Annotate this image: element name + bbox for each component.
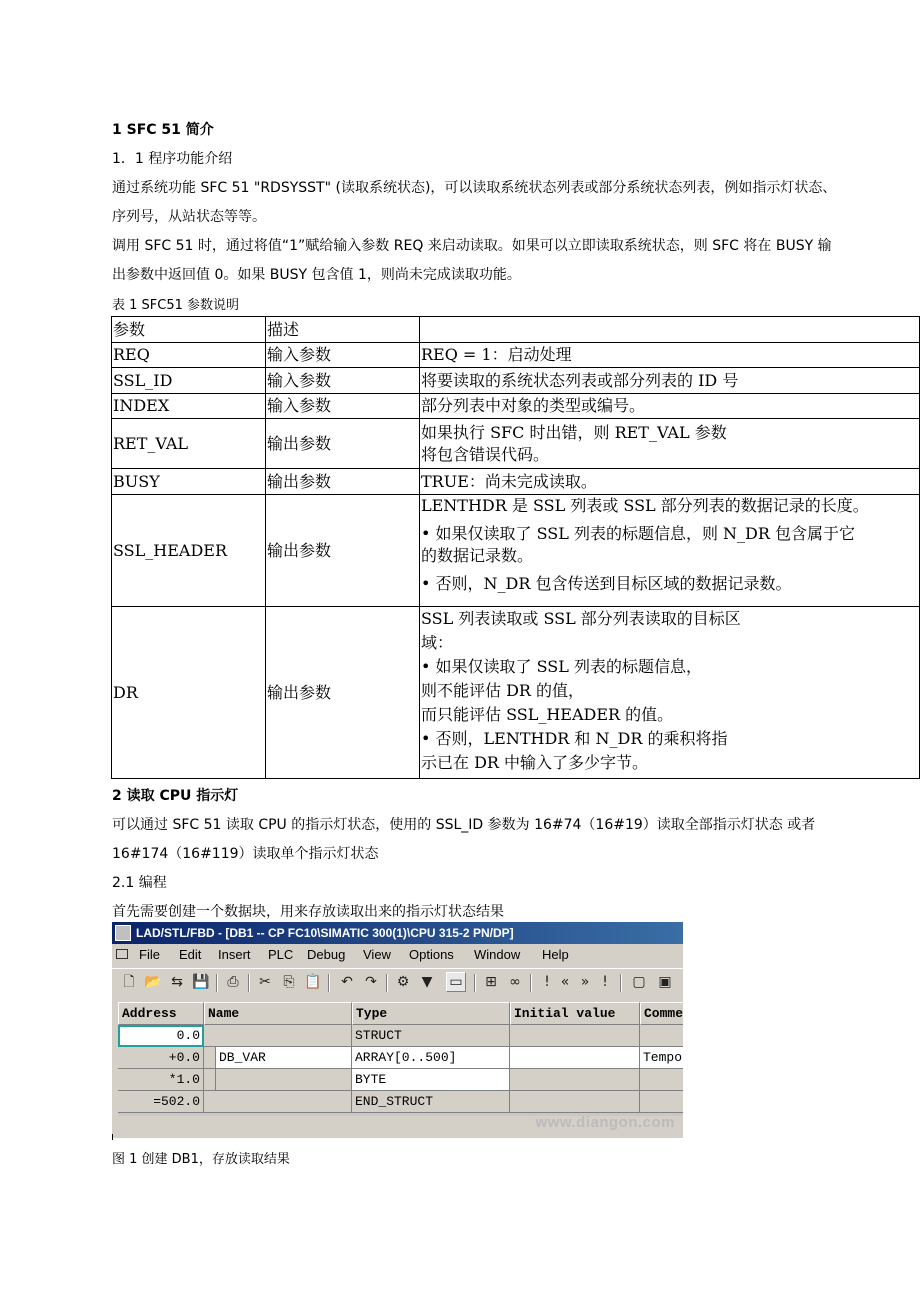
figure-caption: 图 1 创建 DB1，存放读取结果 — [112, 1152, 290, 1167]
desc-line: SSL 列表读取或 SSL 部分列表读取的目标区 — [421, 609, 741, 628]
param-desc — [420, 419, 920, 469]
type-cell[interactable]: ARRAY[0..500] — [352, 1047, 510, 1069]
desc-line: LENTHDR 是 SSL 列表或 SSL 部分列表的数据记录的长度。 — [421, 496, 869, 515]
editor-screenshot — [112, 922, 683, 1138]
menu-file[interactable]: File — [139, 947, 160, 962]
type-cell[interactable]: STRUCT — [352, 1025, 510, 1047]
param-type: 输入参数 — [266, 343, 420, 368]
section-1-1-heading: 1．1 程序功能介绍 — [112, 151, 233, 167]
param-name: REQ — [112, 343, 266, 368]
undo-icon[interactable]: ↶ — [341, 974, 353, 990]
name-cell[interactable]: DB_VAR — [216, 1047, 352, 1069]
menu-help[interactable]: Help — [542, 947, 569, 962]
table-row — [112, 495, 920, 607]
address-cell[interactable]: +0.0 — [118, 1047, 204, 1069]
network-icon[interactable]: ⇆ — [171, 974, 183, 990]
param-name: BUSY — [112, 469, 266, 495]
name-cell[interactable] — [216, 1069, 352, 1091]
param-desc: TRUE：尚未完成读取。 — [420, 469, 920, 495]
menu-debug[interactable]: Debug — [307, 947, 346, 962]
overview-icon[interactable]: ▢ — [632, 974, 646, 990]
download-icon[interactable]: ▼ — [421, 974, 433, 990]
desc-line: 而只能评估 SSL_HEADER 的值。 — [421, 705, 674, 724]
param-desc: REQ = 1：启动处理 — [420, 343, 920, 368]
table-row — [112, 368, 920, 394]
declaration-table — [118, 1002, 683, 1116]
watermark: www.diangon.com — [535, 1114, 675, 1131]
monitor-icon[interactable]: ∞ — [509, 974, 521, 990]
column-header-name[interactable]: Name — [204, 1002, 352, 1025]
paragraph-line: 序列号，从站状态等等。 — [112, 209, 266, 225]
column-header-comment[interactable]: Comme — [640, 1002, 683, 1025]
name-cell[interactable] — [204, 1025, 352, 1047]
section-2-heading: 2 读取 CPU 指示灯 — [112, 788, 239, 804]
desc-line: 则不能评估 DR 的值， — [421, 681, 585, 700]
header-cell: 参数 — [112, 317, 266, 343]
param-type: 输入参数 — [266, 394, 420, 419]
comment-cell[interactable]: Tempo — [640, 1047, 683, 1069]
param-name: SSL_HEADER — [112, 495, 266, 607]
paragraph-line: 16#174（16#119）读取单个指示灯状态 — [112, 846, 379, 862]
address-cell[interactable]: 0.0 — [118, 1025, 204, 1047]
paragraph-line: 调用 SFC 51 时，通过将值“1”赋给输入参数 REQ 来启动读取。如果可以立即读取系统状态，则 SFC 将在 BUSY 输 — [112, 238, 832, 254]
initial-value-cell[interactable] — [510, 1047, 640, 1069]
address-cell[interactable]: *1.0 — [118, 1069, 204, 1091]
param-name: INDEX — [112, 394, 266, 419]
app-icon — [115, 925, 131, 941]
open-icon[interactable]: 📂 — [144, 974, 162, 990]
new-icon[interactable]: 🗋 — [123, 974, 135, 990]
header-cell — [420, 317, 920, 343]
toolbar — [112, 968, 683, 997]
table-row — [112, 394, 920, 419]
window-title: LAD/STL/FBD - [DB1 -- CP FC10\SIMATIC 300(1)\CPU 315-2 PN/DP] — [136, 926, 514, 940]
prev-icon[interactable]: « — [560, 974, 570, 990]
details-icon[interactable]: ▣ — [658, 974, 672, 990]
comment-cell[interactable] — [640, 1025, 683, 1047]
initial-value-cell[interactable] — [510, 1091, 640, 1113]
param-type: 输出参数 — [266, 419, 420, 469]
column-header-initial-value[interactable]: Initial value — [510, 1002, 640, 1025]
param-desc: 将要读取的系统状态列表或部分列表的 ID 号 — [420, 368, 920, 394]
cut-icon[interactable]: ✂ — [259, 974, 271, 990]
toolbar-separator — [530, 974, 532, 992]
param-name: RET_VAL — [112, 419, 266, 469]
indent-cell — [204, 1069, 216, 1091]
desc-line: • 否则，LENTHDR 和 N_DR 的乘积将指 — [421, 729, 728, 748]
paragraph-line: 首先需要创建一个数据块，用来存放读取出来的指示灯状态结果 — [112, 904, 504, 920]
param-desc — [420, 607, 920, 779]
save-icon[interactable]: 💾 — [192, 974, 210, 990]
redo-icon[interactable]: ↷ — [365, 974, 377, 990]
menu-options[interactable]: Options — [409, 947, 454, 962]
table-row — [112, 607, 920, 779]
toolbar-separator — [620, 974, 622, 992]
window-menu-icon[interactable] — [116, 949, 128, 959]
desc-line: • 如果仅读取了 SSL 列表的标题信息， — [421, 657, 702, 676]
type-cell[interactable]: END_STRUCT — [352, 1091, 510, 1113]
table-row — [112, 469, 920, 495]
initial-value-cell[interactable] — [510, 1025, 640, 1047]
desc-line: 示已在 DR 中输入了多少字节。 — [421, 753, 649, 772]
table-row — [112, 343, 920, 368]
section-1-heading: 1 SFC 51 简介 — [112, 122, 214, 138]
online-icon[interactable]: ▭ — [446, 972, 466, 992]
indent-cell — [204, 1047, 216, 1069]
table-caption: 表 1 SFC51 参数说明 — [112, 298, 240, 313]
next-icon[interactable]: » — [580, 974, 590, 990]
modules-icon[interactable]: ⊞ — [485, 974, 497, 990]
table-header-row — [112, 317, 920, 343]
param-type: 输入参数 — [266, 368, 420, 394]
toolbar-separator — [328, 974, 330, 992]
print-icon[interactable]: ⎙ — [227, 974, 239, 990]
toolbar-separator — [386, 974, 388, 992]
paragraph-line: 可以通过 SFC 51 读取 CPU 的指示灯状态，使用的 SSL_ID 参数为 16#74（16#19）读取全部指示灯状态 或者 — [112, 817, 816, 833]
table-row — [112, 419, 920, 469]
column-header-address[interactable]: Address — [118, 1002, 204, 1025]
type-cell[interactable]: BYTE — [352, 1069, 510, 1091]
paragraph-line: 通过系统功能 SFC 51 "RDSYSST" (读取系统状态)，可以读取系统状态列表或部分系统状态列表，例如指示灯状态、 — [112, 180, 837, 196]
toolbar-separator — [216, 974, 218, 992]
address-cell[interactable]: =502.0 — [118, 1091, 204, 1113]
next-bookmark-icon[interactable]: ! — [602, 974, 608, 990]
menu-window[interactable]: Window — [474, 947, 521, 962]
menu-bar — [112, 944, 683, 966]
desc-line: • 如果仅读取了 SSL 列表的标题信息，则 N_DR 包含属于它 — [421, 524, 856, 543]
menu-view[interactable]: View — [363, 947, 391, 962]
section-2-1-heading: 2.1 编程 — [112, 875, 167, 891]
toolbar-separator — [474, 974, 476, 992]
param-desc: 部分列表中对象的类型或编号。 — [420, 394, 920, 419]
menu-insert[interactable]: Insert — [218, 947, 251, 962]
comment-cell[interactable] — [640, 1091, 683, 1113]
parameter-table — [111, 316, 920, 779]
paragraph-line: 出参数中返回值 0。如果 BUSY 包含值 1，则尚未完成读取功能。 — [112, 267, 521, 283]
param-type: 输出参数 — [266, 469, 420, 495]
desc-line: 如果执行 SFC 时出错，则 RET_VAL 参数 — [421, 422, 727, 442]
column-header-type[interactable]: Type — [352, 1002, 510, 1025]
desc-line: 的数据记录数。 — [421, 546, 534, 565]
name-cell[interactable] — [204, 1091, 352, 1113]
title-bar — [112, 922, 683, 944]
param-type: 输出参数 — [266, 607, 420, 779]
copy-icon[interactable]: ⎘ — [283, 974, 295, 990]
desc-line: 将包含错误代码。 — [421, 444, 550, 464]
header-cell: 描述 — [266, 317, 420, 343]
initial-value-cell[interactable] — [510, 1069, 640, 1091]
desc-line: • 否则，N_DR 包含传送到目标区域的数据记录数。 — [421, 574, 792, 593]
param-type: 输出参数 — [266, 495, 420, 607]
param-name: SSL_ID — [112, 368, 266, 394]
comment-cell[interactable] — [640, 1069, 683, 1091]
desc-line: 域： — [421, 633, 454, 652]
menu-edit[interactable]: Edit — [179, 947, 202, 962]
compile-icon[interactable]: ⚙ — [396, 974, 410, 990]
param-desc — [420, 495, 920, 607]
menu-plc[interactable]: PLC — [268, 947, 294, 962]
figure-edge-line — [112, 1134, 113, 1140]
paste-icon[interactable]: 📋 — [304, 974, 322, 990]
bookmark-icon[interactable]: ! — [544, 974, 550, 990]
param-name: DR — [112, 607, 266, 779]
toolbar-separator — [248, 974, 250, 992]
